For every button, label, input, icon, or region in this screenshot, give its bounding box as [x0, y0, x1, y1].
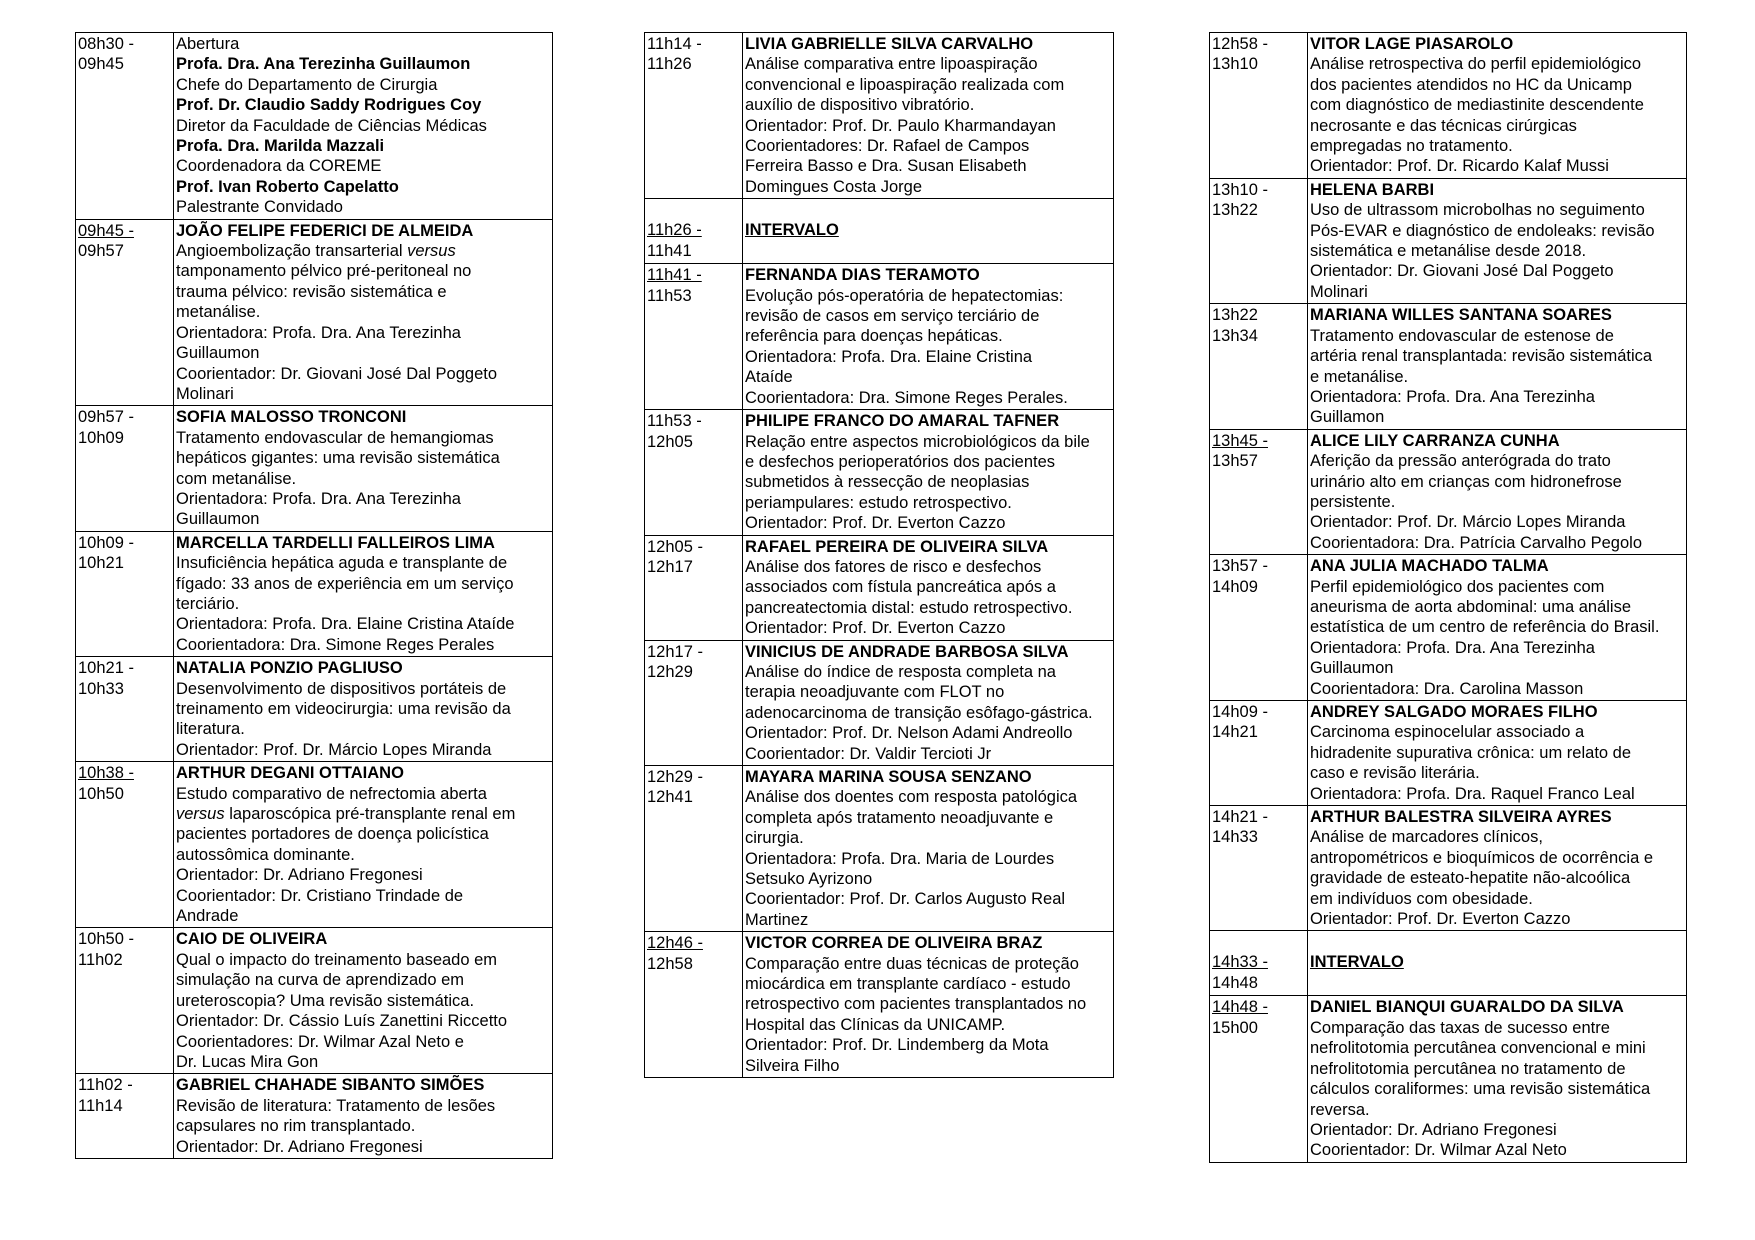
abstract-line: Orientadora: Profa. Dra. Elaine Cristina [745, 347, 1033, 366]
time-end: 14h48 [1212, 973, 1258, 992]
presenter-name: RAFAEL PEREIRA DE OLIVEIRA SILVA [745, 537, 1049, 556]
time-cell [645, 264, 743, 410]
abstract-line: Orientador: Prof. Dr. Everton Cazzo [745, 619, 1006, 638]
schedule-row [1210, 555, 1687, 701]
presenter-name: ANDREY SALGADO MORAES FILHO [1310, 703, 1598, 721]
abstract-line: Coorientador: Dr. Cristiano Trindade de [176, 886, 464, 905]
abstract-line: fígado: 33 anos de experiência em um serviço [176, 574, 514, 593]
interval-label: INTERVALO [1310, 953, 1404, 972]
presenter-name: FERNANDA DIAS TERAMOTO [745, 266, 980, 285]
session-cell [174, 219, 553, 406]
abstract-line: Coorientador: Dr. Wilmar Azal Neto [1310, 1141, 1567, 1160]
schedule-row [645, 766, 1114, 932]
presenter-name: MARCELLA TARDELLI FALLEIROS LIMA [176, 533, 495, 552]
time-cell [76, 1074, 174, 1159]
time-end: 10h33 [78, 679, 124, 698]
abstract-line: Análise retrospectiva do perfil epidemiológico [1310, 55, 1642, 74]
presenter-name: ARTHUR DEGANI OTTAIANO [176, 764, 404, 783]
abstract-line: sistemática e metanálise desde 2018. [1310, 242, 1587, 261]
session-cell [1308, 304, 1687, 429]
abstract-line: submetidos à ressecção de neoplasias [745, 473, 1030, 492]
session-cell [174, 531, 553, 656]
interval-row [1210, 931, 1687, 996]
abstract-line: Orientador: Prof. Dr. Paulo Kharmandayan [745, 116, 1056, 135]
abstract-line: gravidade de esteato-hepatite não-alcoólica [1310, 869, 1631, 888]
time-start: 11h02 - [78, 1076, 133, 1095]
time-cell [1210, 931, 1308, 996]
session-cell [743, 264, 1114, 410]
abstract-line: completa após tratamento neoadjuvante e [745, 808, 1054, 827]
schedule-table-3 [1209, 32, 1687, 1163]
abstract-line: Orientador: Prof. Dr. Ricardo Kalaf Mussi [1310, 157, 1609, 176]
time-cell [645, 640, 743, 765]
schedule-row [1210, 701, 1687, 806]
abstract-line: Comparação das taxas de sucesso entre [1310, 1018, 1610, 1037]
abstract-line: versus laparoscópica pré-transplante renal em [176, 805, 516, 824]
speaker-role: Palestrante Convidado [176, 198, 343, 217]
session-title: Abertura [176, 35, 240, 53]
abstract-line: Orientadora: Profa. Dra. Raquel Franco Leal [1310, 784, 1635, 803]
time-end: 14h09 [1212, 577, 1258, 596]
abstract-line: Martinez [745, 910, 809, 929]
time-end: 12h17 [647, 557, 693, 576]
speaker-role: Coordenadora da COREME [176, 157, 382, 176]
time-cell [645, 199, 743, 264]
time-start: 09h45 - [78, 221, 134, 240]
abstract-line: hidradenite supurativa crônica: um relato de [1310, 743, 1632, 762]
presenter-name: JOÃO FELIPE FEDERICI DE ALMEIDA [176, 221, 474, 240]
time-start: 12h17 - [647, 642, 703, 661]
time-start: 14h33 - [1212, 953, 1268, 972]
abstract-line: e desfechos perioperatórios dos pacientes [745, 452, 1056, 471]
presenter-name: VITOR LAGE PIASAROLO [1310, 35, 1514, 53]
time-end: 13h22 [1212, 201, 1258, 220]
time-end: 13h34 [1212, 326, 1258, 345]
abstract-line: Insuficiência hepática aguda e transplante de [176, 554, 508, 573]
abstract-line: Guillamon [1310, 408, 1385, 427]
schedule-row [645, 535, 1114, 640]
abstract-line: Orientadora: Profa. Dra. Maria de Lourdes [745, 849, 1055, 868]
abstract-line: Silveira Filho [745, 1056, 840, 1075]
abstract-line: Coorientadores: Dr. Rafael de Campos [745, 137, 1030, 156]
time-cell [76, 406, 174, 531]
session-cell [174, 33, 553, 220]
abstract-line: nefrolitotomia percutânea convencional e mini [1310, 1039, 1646, 1058]
abstract-line: miocárdica em transplante cardíaco - estudo [745, 975, 1071, 994]
time-end: 13h57 [1212, 452, 1258, 471]
abstract-line: Aferição da pressão anterógrada do trato [1310, 452, 1611, 471]
schedule-row [1210, 304, 1687, 429]
time-cell [645, 535, 743, 640]
presenter-name: MAYARA MARINA SOUSA SENZANO [745, 768, 1032, 786]
schedule-row [76, 531, 553, 656]
abstract-line: Tratamento endovascular de hemangiomas [176, 428, 494, 447]
time-end: 11h53 [647, 286, 692, 305]
abstract-line: treinamento em videocirurgia: uma revisão da [176, 700, 511, 718]
time-end: 11h14 [78, 1096, 123, 1115]
abstract-line: pacientes portadores de doença policística [176, 825, 489, 844]
abstract-line: Orientador: Prof. Dr. Márcio Lopes Miranda [176, 740, 492, 759]
abstract-line: Orientadora: Profa. Dra. Elaine Cristina Ataíde [176, 615, 515, 634]
speaker-name: Prof. Dr. Claudio Saddy Rodrigues Coy [176, 96, 482, 115]
abstract-line: Orientadora: Profa. Dra. Ana Terezinha [1310, 387, 1595, 406]
abstract-line: Ataíde [745, 368, 793, 387]
abstract-line: Tratamento endovascular de estenose de [1310, 326, 1614, 345]
abstract-line: Orientador: Dr. Giovani José Dal Poggeto [1310, 262, 1614, 281]
abstract-line: cirurgia. [745, 829, 804, 848]
speaker-role: Chefe do Departamento de Cirurgia [176, 75, 438, 94]
session-cell [174, 762, 553, 928]
abstract-line: Orientadora: Profa. Dra. Ana Terezinha [176, 489, 461, 508]
presenter-name: SOFIA MALOSSO TRONCONI [176, 408, 407, 427]
abstract-line: Perfil epidemiológico dos pacientes com [1310, 577, 1605, 596]
abstract-line: terciário. [176, 594, 240, 613]
time-end: 12h29 [647, 662, 693, 681]
schedule-row [76, 406, 553, 531]
abstract-line: Pós-EVAR e diagnóstico de endoleaks: revisão [1310, 221, 1655, 240]
abstract-line: Orientador: Dr. Cássio Luís Zanettini Riccetto [176, 1012, 508, 1031]
abstract-line: Estudo comparativo de nefrectomia aberta [176, 784, 487, 803]
abstract-line: nefrolitotomia percutânea no tratamento de [1310, 1059, 1626, 1078]
schedule-column-3 [1209, 32, 1687, 1163]
abstract-line: Guillaumon [176, 344, 260, 363]
time-start: 08h30 - [78, 35, 134, 53]
time-cell [1210, 555, 1308, 701]
abstract-line: Guillaumon [176, 510, 260, 529]
session-cell [743, 640, 1114, 765]
abstract-line: Desenvolvimento de dispositivos portáteis de [176, 679, 507, 698]
time-start: 12h29 - [647, 768, 703, 786]
abstract-line: Angioembolização transarterial versus [176, 242, 456, 261]
session-cell [1308, 996, 1687, 1162]
abstract-line: urinário alto em crianças com hidronefrose [1310, 472, 1622, 491]
presenter-name: ARTHUR BALESTRA SILVEIRA AYRES [1310, 808, 1612, 827]
session-cell [1308, 555, 1687, 701]
abstract-line: Molinari [176, 384, 234, 403]
presenter-name: LIVIA GABRIELLE SILVA CARVALHO [745, 35, 1034, 53]
presenter-name: ANA JULIA MACHADO TALMA [1310, 557, 1549, 576]
time-end: 10h21 [78, 554, 124, 573]
time-start: 10h21 - [78, 659, 134, 678]
abstract-line: Comparação entre duas técnicas de proteção [745, 954, 1079, 973]
time-end: 09h45 [78, 55, 124, 74]
time-cell [645, 33, 743, 199]
abstract-line: Setsuko Ayrizono [745, 870, 873, 889]
abstract-line: Coorientadores: Dr. Wilmar Azal Neto e [176, 1032, 464, 1051]
time-cell [76, 531, 174, 656]
abstract-line: Orientador: Prof. Dr. Márcio Lopes Miranda [1310, 513, 1626, 532]
schedule-row [76, 762, 553, 928]
time-start: 14h21 - [1212, 808, 1268, 827]
session-cell [743, 932, 1114, 1078]
time-cell [76, 928, 174, 1074]
session-cell [743, 766, 1114, 932]
session-cell [1308, 931, 1687, 996]
abstract-line: Orientador: Dr. Adriano Fregonesi [176, 866, 423, 885]
abstract-line: antropométricos e bioquímicos de ocorrência e [1310, 848, 1654, 867]
time-end: 12h58 [647, 954, 693, 973]
time-end: 09h57 [78, 242, 124, 261]
abstract-line: Relação entre aspectos microbiológicos da bile [745, 432, 1090, 451]
abstract-line: Qual o impacto do treinamento baseado em [176, 950, 498, 969]
time-start: 11h14 - [647, 35, 702, 53]
abstract-line: referência para doenças hepáticas. [745, 327, 1003, 346]
abstract-line: Orientadora: Profa. Dra. Ana Terezinha [1310, 638, 1595, 657]
time-cell [76, 33, 174, 220]
abstract-line: Coorientadora: Dra. Patrícia Carvalho Pegolo [1310, 533, 1643, 552]
time-start: 12h05 - [647, 537, 703, 556]
session-cell [743, 199, 1114, 264]
time-end: 10h09 [78, 428, 124, 447]
schedule-column-2 [644, 32, 1114, 1078]
time-start: 09h57 - [78, 408, 134, 427]
abstract-line: tamponamento pélvico pré-peritoneal no [176, 262, 472, 281]
time-cell [1210, 806, 1308, 931]
abstract-line: autossômica dominante. [176, 845, 355, 864]
time-start: 10h09 - [78, 533, 134, 552]
abstract-line: Coorientador: Dr. Valdir Tercioti Jr [745, 744, 992, 763]
time-start: 13h22 [1212, 306, 1258, 325]
abstract-line: Evolução pós-operatória de hepatectomias: [745, 286, 1064, 305]
schedule-row [645, 640, 1114, 765]
abstract-line: terapia neoadjuvante com FLOT no [745, 683, 1005, 702]
abstract-line: Coorientadora: Dra. Simone Reges Perales [176, 635, 495, 654]
abstract-line: Coorientador: Dr. Giovani José Dal Poggeto [176, 364, 498, 383]
schedule-row [645, 410, 1114, 535]
time-end: 13h10 [1212, 55, 1258, 74]
abstract-line: reversa. [1310, 1100, 1370, 1119]
abstract-line: artéria renal transplantada: revisão sistemática [1310, 347, 1653, 366]
schedule-row [1210, 429, 1687, 554]
time-start: 11h41 - [647, 266, 702, 285]
time-start: 14h09 - [1212, 703, 1268, 721]
time-cell [645, 766, 743, 932]
abstract-line: Carcinoma espinocelular associado a [1310, 723, 1585, 742]
abstract-line: dos pacientes atendidos no HC da Unicamp [1310, 75, 1632, 94]
abstract-line: Orientador: Prof. Dr. Everton Cazzo [1310, 910, 1571, 929]
time-end: 15h00 [1212, 1018, 1258, 1037]
abstract-line: Domingues Costa Jorge [745, 177, 923, 196]
presenter-name: HELENA BARBI [1310, 180, 1435, 199]
abstract-line: trauma pélvico: revisão sistemática e [176, 282, 447, 301]
time-end: 11h02 [78, 950, 123, 969]
abstract-line: Orientador: Dr. Adriano Fregonesi [176, 1137, 423, 1156]
abstract-line: Orientador: Dr. Adriano Fregonesi [1310, 1120, 1557, 1139]
abstract-line: necrosante e das técnicas cirúrgicas [1310, 116, 1577, 135]
interval-row [645, 199, 1114, 264]
abstract-line: Molinari [1310, 282, 1368, 301]
abstract-line: caso e revisão literária. [1310, 764, 1480, 783]
time-end: 12h05 [647, 432, 693, 451]
session-cell [1308, 806, 1687, 931]
speaker-name: Profa. Dra. Ana Terezinha Guillaumon [176, 55, 471, 74]
presenter-name: ALICE LILY CARRANZA CUNHA [1310, 431, 1560, 450]
schedule-row [76, 33, 553, 220]
abstract-line: simulação na curva de aprendizado em [176, 971, 465, 990]
abstract-line: Coorientadora: Dra. Carolina Masson [1310, 679, 1584, 698]
abstract-line: metanálise. [176, 303, 261, 322]
abstract-line: Análise dos doentes com resposta patológica [745, 788, 1078, 807]
abstract-line: convencional e lipoaspiração realizada com [745, 75, 1065, 94]
session-cell [174, 1074, 553, 1159]
abstract-line: hepáticos gigantes: uma revisão sistemática [176, 449, 500, 468]
presenter-name: VICTOR CORREA DE OLIVEIRA BRAZ [745, 934, 1043, 953]
session-cell [174, 406, 553, 531]
time-cell [1210, 701, 1308, 806]
abstract-line: persistente. [1310, 492, 1396, 511]
abstract-line: Hospital das Clínicas da UNICAMP. [745, 1015, 1006, 1034]
time-cell [1210, 429, 1308, 554]
session-cell [743, 410, 1114, 535]
schedule-row [1210, 178, 1687, 303]
time-end: 12h41 [647, 788, 693, 807]
session-cell [1308, 701, 1687, 806]
abstract-line: ureteroscopia? Uma revisão sistemática. [176, 991, 475, 1010]
schedule-row [1210, 806, 1687, 931]
abstract-line: em indivíduos com obesidade. [1310, 889, 1533, 908]
schedule-row [76, 219, 553, 406]
time-start: 10h38 - [78, 764, 134, 783]
abstract-line: auxílio de dispositivo vibratório. [745, 96, 975, 115]
session-cell [1308, 429, 1687, 554]
time-start: 11h53 - [647, 412, 702, 431]
abstract-line: Revisão de literatura: Tratamento de lesões [176, 1096, 496, 1115]
schedule-row [645, 932, 1114, 1078]
session-cell [1308, 33, 1687, 179]
time-cell [1210, 33, 1308, 179]
speaker-role: Diretor da Faculdade de Ciências Médicas [176, 116, 487, 135]
time-cell [76, 762, 174, 928]
abstract-line: Análise de marcadores clínicos, [1310, 828, 1543, 847]
time-cell [1210, 996, 1308, 1162]
time-end: 10h50 [78, 784, 124, 803]
schedule-row [1210, 996, 1687, 1162]
abstract-line: pancreatectomia distal: estudo retrospectivo. [745, 598, 1073, 617]
schedule-table-1 [75, 32, 553, 1159]
time-start: 12h46 - [647, 934, 703, 953]
schedule-row [76, 657, 553, 762]
presenter-name: NATALIA PONZIO PAGLIUSO [176, 659, 403, 678]
time-cell [76, 219, 174, 406]
schedule-row [76, 928, 553, 1074]
time-start: 14h48 - [1212, 998, 1268, 1017]
abstract-line: Análise comparativa entre lipoaspiração [745, 55, 1038, 74]
presenter-name: MARIANA WILLES SANTANA SOARES [1310, 306, 1612, 325]
abstract-line: e metanálise. [1310, 367, 1409, 386]
time-cell [1210, 304, 1308, 429]
abstract-line: com metanálise. [176, 469, 297, 488]
abstract-line: revisão de casos em serviço terciário de [745, 307, 1040, 326]
time-start: 10h50 - [78, 930, 134, 949]
interval-label: INTERVALO [745, 221, 839, 240]
session-cell [174, 657, 553, 762]
presenter-name: PHILIPE FRANCO DO AMARAL TAFNER [745, 412, 1060, 431]
schedule-row [645, 264, 1114, 410]
abstract-line: capsulares no rim transplantado. [176, 1117, 416, 1136]
abstract-line: com diagnóstico de mediastinite descendente [1310, 96, 1644, 115]
time-start: 11h26 - [647, 221, 702, 240]
abstract-line: adenocarcinoma de transição esôfago-gástrica. [745, 703, 1093, 722]
abstract-line: retrospectivo com pacientes transplantados no [745, 995, 1087, 1014]
speaker-name: Prof. Ivan Roberto Capelatto [176, 177, 399, 196]
schedule-column-1 [75, 32, 553, 1159]
abstract-line: Coorientador: Prof. Dr. Carlos Augusto Real [745, 890, 1066, 909]
abstract-line: periampulares: estudo retrospectivo. [745, 493, 1012, 512]
presenter-name: GABRIEL CHAHADE SIBANTO SIMÕES [176, 1076, 485, 1095]
time-end: 11h26 [647, 55, 692, 74]
session-cell [1308, 178, 1687, 303]
presenter-name: DANIEL BIANQUI GUARALDO DA SILVA [1310, 998, 1624, 1017]
abstract-line: empregadas no tratamento. [1310, 137, 1513, 156]
time-start: 13h45 - [1212, 431, 1268, 450]
abstract-line: literatura. [176, 720, 245, 739]
time-cell [645, 410, 743, 535]
time-cell [645, 932, 743, 1078]
session-cell [743, 33, 1114, 199]
schedule-row [645, 33, 1114, 199]
session-cell [174, 928, 553, 1074]
abstract-line: associados com fístula pancreática após a [745, 578, 1056, 597]
abstract-line: Orientador: Prof. Dr. Everton Cazzo [745, 514, 1006, 533]
time-cell [1210, 178, 1308, 303]
abstract-line: Andrade [176, 907, 239, 926]
time-start: 13h10 - [1212, 180, 1268, 199]
time-end: 11h41 [647, 241, 692, 260]
abstract-line: Uso de ultrassom microbolhas no seguimento [1310, 201, 1645, 220]
schedule-row [1210, 33, 1687, 179]
time-end: 14h33 [1212, 828, 1258, 847]
schedule-row [76, 1074, 553, 1159]
abstract-line: estatística de um centro de referência do Brasil. [1310, 618, 1660, 637]
abstract-line: cálculos coraliformes: uma revisão sistemática [1310, 1080, 1651, 1099]
abstract-line: aneurisma de aorta abdominal: uma análise [1310, 597, 1632, 616]
abstract-line: Coorientadora: Dra. Simone Reges Perales. [745, 388, 1068, 407]
abstract-line: Orientador: Prof. Dr. Lindemberg da Mota [745, 1036, 1049, 1055]
abstract-line: Análise do índice de resposta completa na [745, 662, 1056, 681]
time-cell [76, 657, 174, 762]
abstract-line: Orientador: Prof. Dr. Nelson Adami Andreollo [745, 724, 1073, 743]
time-start: 13h57 - [1212, 557, 1268, 576]
schedule-table-2 [644, 32, 1114, 1078]
time-end: 14h21 [1212, 723, 1258, 742]
presenter-name: VINICIUS DE ANDRADE BARBOSA SILVA [745, 642, 1069, 661]
speaker-name: Profa. Dra. Marilda Mazzali [176, 137, 385, 156]
abstract-line: Análise dos fatores de risco e desfechos [745, 557, 1042, 576]
presenter-name: CAIO DE OLIVEIRA [176, 930, 328, 949]
abstract-line: Ferreira Basso e Dra. Susan Elisabeth [745, 157, 1027, 176]
time-start: 12h58 - [1212, 35, 1268, 53]
session-cell [743, 535, 1114, 640]
abstract-line: Orientadora: Profa. Dra. Ana Terezinha [176, 323, 461, 342]
abstract-line: Guillaumon [1310, 659, 1394, 678]
abstract-line: Dr. Lucas Mira Gon [176, 1052, 319, 1071]
